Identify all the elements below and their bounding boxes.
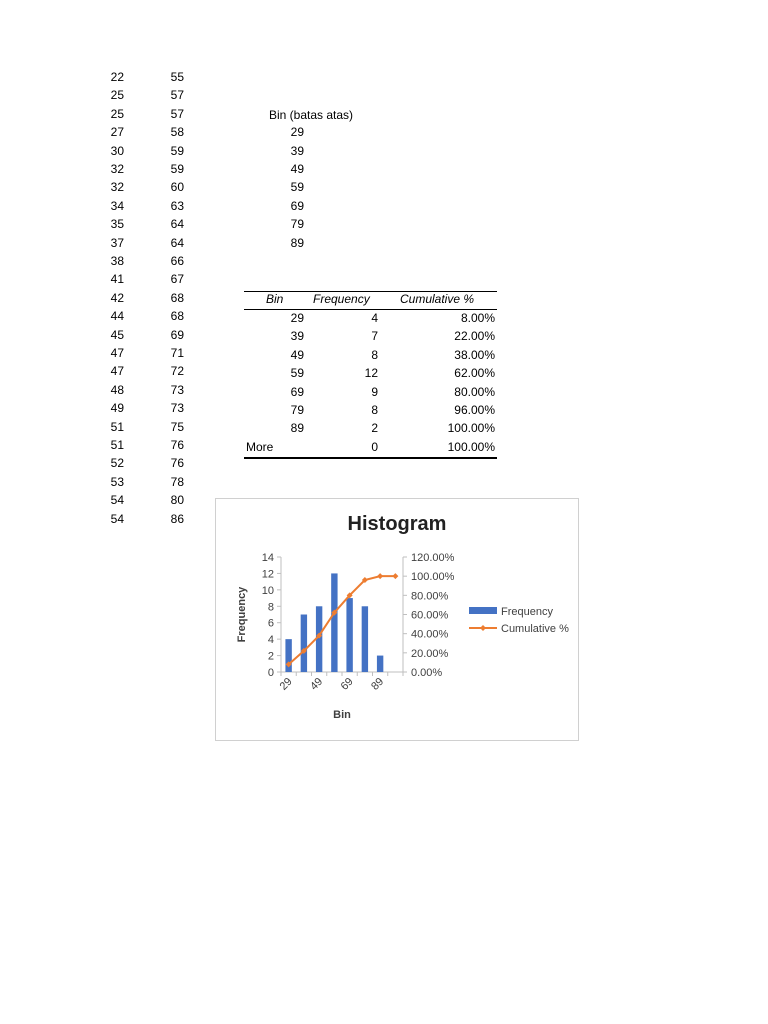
- data-cell: 48: [110, 382, 124, 397]
- table-cell-bin: 69: [290, 384, 304, 399]
- y-tick-label: 6: [267, 617, 274, 630]
- chart-plot: [216, 499, 578, 740]
- data-cell: 55: [170, 70, 184, 84]
- cumulative-point: [377, 573, 383, 579]
- data-cell: 53: [110, 474, 124, 489]
- table-cell-cumulative: 100.00%: [447, 439, 495, 454]
- data-cell: 57: [170, 106, 184, 121]
- data-cell: 51: [110, 438, 124, 452]
- table-cell-cumulative: 100.00%: [447, 421, 495, 436]
- header-frequency: Frequency: [313, 292, 370, 306]
- data-cell: 86: [170, 511, 184, 526]
- x-axis-title: Bin: [333, 709, 351, 721]
- cumulative-point: [392, 573, 398, 579]
- table-cell-bin: 29: [290, 311, 304, 325]
- table-cell-bin: More: [246, 439, 274, 454]
- y-tick-label: 0: [267, 667, 274, 679]
- histogram-bar: [331, 573, 337, 672]
- data-cell: 66: [170, 254, 184, 268]
- x-tick-label: 69: [338, 675, 356, 693]
- histogram-bar: [346, 598, 352, 672]
- data-cell: 38: [110, 254, 124, 268]
- table-cell-bin: 79: [290, 403, 304, 417]
- data-cell: 30: [110, 143, 124, 158]
- data-cell: 72: [170, 364, 184, 379]
- header-cumulative: Cumulative %: [400, 292, 475, 306]
- histogram-bar: [377, 656, 383, 672]
- y2-tick-label: 120.00%: [411, 552, 455, 564]
- data-cell: 27: [110, 125, 124, 140]
- data-cell: 32: [110, 180, 124, 195]
- table-cell-frequency: 9: [371, 384, 378, 399]
- y-tick-label: 8: [267, 601, 274, 614]
- bin-list-item: 39: [290, 143, 304, 158]
- data-cell: 63: [170, 198, 184, 213]
- histogram-bar: [362, 606, 368, 672]
- table-cell-cumulative: 38.00%: [454, 347, 495, 362]
- y2-tick-label: 0.00%: [411, 667, 443, 679]
- data-cell: 64: [170, 235, 184, 250]
- y-tick-label: 10: [261, 584, 274, 597]
- table-cell-bin: 89: [290, 421, 304, 436]
- table-cell-bin: 39: [290, 329, 304, 344]
- histogram-chart[interactable]: [215, 498, 579, 741]
- data-cell: 44: [110, 309, 124, 324]
- data-cell: 59: [170, 143, 184, 158]
- data-cell: 34: [110, 198, 124, 213]
- data-cell: 37: [110, 235, 124, 250]
- data-cell: 68: [170, 309, 184, 324]
- data-cell: 68: [170, 290, 184, 305]
- y-tick-label: 2: [267, 650, 274, 663]
- table-cell-frequency: 4: [371, 311, 378, 325]
- y2-tick-label: 60.00%: [411, 609, 449, 622]
- table-cell-cumulative: 80.00%: [454, 384, 495, 399]
- bin-list-item: 59: [290, 180, 304, 195]
- y-tick-label: 14: [261, 552, 274, 564]
- table-cell-cumulative: 8.00%: [460, 311, 495, 325]
- table-cell-bin: 49: [290, 347, 304, 362]
- table-cell-frequency: 8: [371, 403, 378, 417]
- table-cell-frequency: 0: [371, 439, 378, 454]
- bin-list-item: 89: [290, 235, 304, 250]
- data-cell: 60: [170, 180, 184, 195]
- table-cell-cumulative: 22.00%: [454, 329, 495, 344]
- data-cell: 67: [170, 272, 184, 287]
- y2-tick-label: 100.00%: [411, 571, 455, 584]
- data-cell: 71: [170, 346, 184, 360]
- data-cell: 41: [110, 272, 124, 287]
- table-cell-frequency: 2: [371, 421, 378, 436]
- data-cell: 42: [110, 290, 124, 305]
- data-cell: 25: [110, 106, 124, 121]
- data-cell: 52: [110, 456, 124, 471]
- data-cell: 22: [110, 70, 124, 84]
- table-cell-bin: 59: [290, 366, 304, 381]
- legend-cumulative-marker: [480, 625, 486, 631]
- table-cell-frequency: 12: [364, 366, 378, 381]
- y-tick-label: 12: [261, 568, 274, 581]
- data-cell: 73: [170, 401, 184, 416]
- data-cell: 73: [170, 382, 184, 397]
- y-tick-label: 4: [267, 634, 274, 647]
- table-bottom-rule: [244, 457, 497, 459]
- data-cell: 47: [110, 346, 124, 360]
- data-cell: 58: [170, 125, 184, 140]
- legend-frequency-label: Frequency: [501, 606, 553, 618]
- data-cell: 80: [170, 493, 184, 508]
- data-cell: 59: [170, 162, 184, 176]
- data-cell: 51: [110, 419, 124, 434]
- y2-tick-label: 40.00%: [411, 628, 449, 641]
- y-axis-title: Frequency: [236, 586, 248, 643]
- data-cell: 35: [110, 217, 124, 232]
- x-tick-label: 89: [369, 675, 387, 693]
- table-header-rule: [244, 309, 497, 310]
- data-cell: 47: [110, 364, 124, 379]
- table-cell-frequency: 7: [371, 329, 378, 344]
- x-tick-label: 49: [308, 675, 326, 693]
- legend-cumulative-label: Cumulative %: [501, 623, 569, 635]
- data-cell: 75: [170, 419, 184, 434]
- header-bin: Bin: [266, 292, 284, 306]
- table-cell-cumulative: 96.00%: [454, 403, 495, 417]
- x-tick-label: 29: [277, 675, 295, 693]
- data-cell: 54: [110, 511, 124, 526]
- histogram-bar: [301, 615, 307, 673]
- bin-list-item: 29: [290, 125, 304, 140]
- data-cell: 76: [170, 438, 184, 452]
- data-cell: 45: [110, 327, 124, 342]
- data-cell: 57: [170, 88, 184, 103]
- data-cell: 76: [170, 456, 184, 471]
- table-cell-cumulative: 62.00%: [454, 366, 495, 381]
- data-cell: 69: [170, 327, 184, 342]
- bin-list-item: 79: [290, 217, 304, 232]
- data-cell: 49: [110, 401, 124, 416]
- y2-tick-label: 20.00%: [411, 647, 449, 660]
- table-cell-frequency: 8: [371, 347, 378, 362]
- bin-list-item: 49: [290, 162, 304, 176]
- data-cell: 54: [110, 493, 124, 508]
- legend-frequency-swatch: [469, 607, 497, 614]
- data-cell: 64: [170, 217, 184, 232]
- chart-title: Histogram: [347, 513, 447, 535]
- y2-tick-label: 80.00%: [411, 590, 449, 603]
- bin-list-title: Bin (batas atas): [269, 108, 354, 122]
- data-cell: 32: [110, 162, 124, 176]
- data-cell: 25: [110, 88, 124, 103]
- bin-list-item: 69: [290, 198, 304, 213]
- data-cell: 78: [170, 474, 184, 489]
